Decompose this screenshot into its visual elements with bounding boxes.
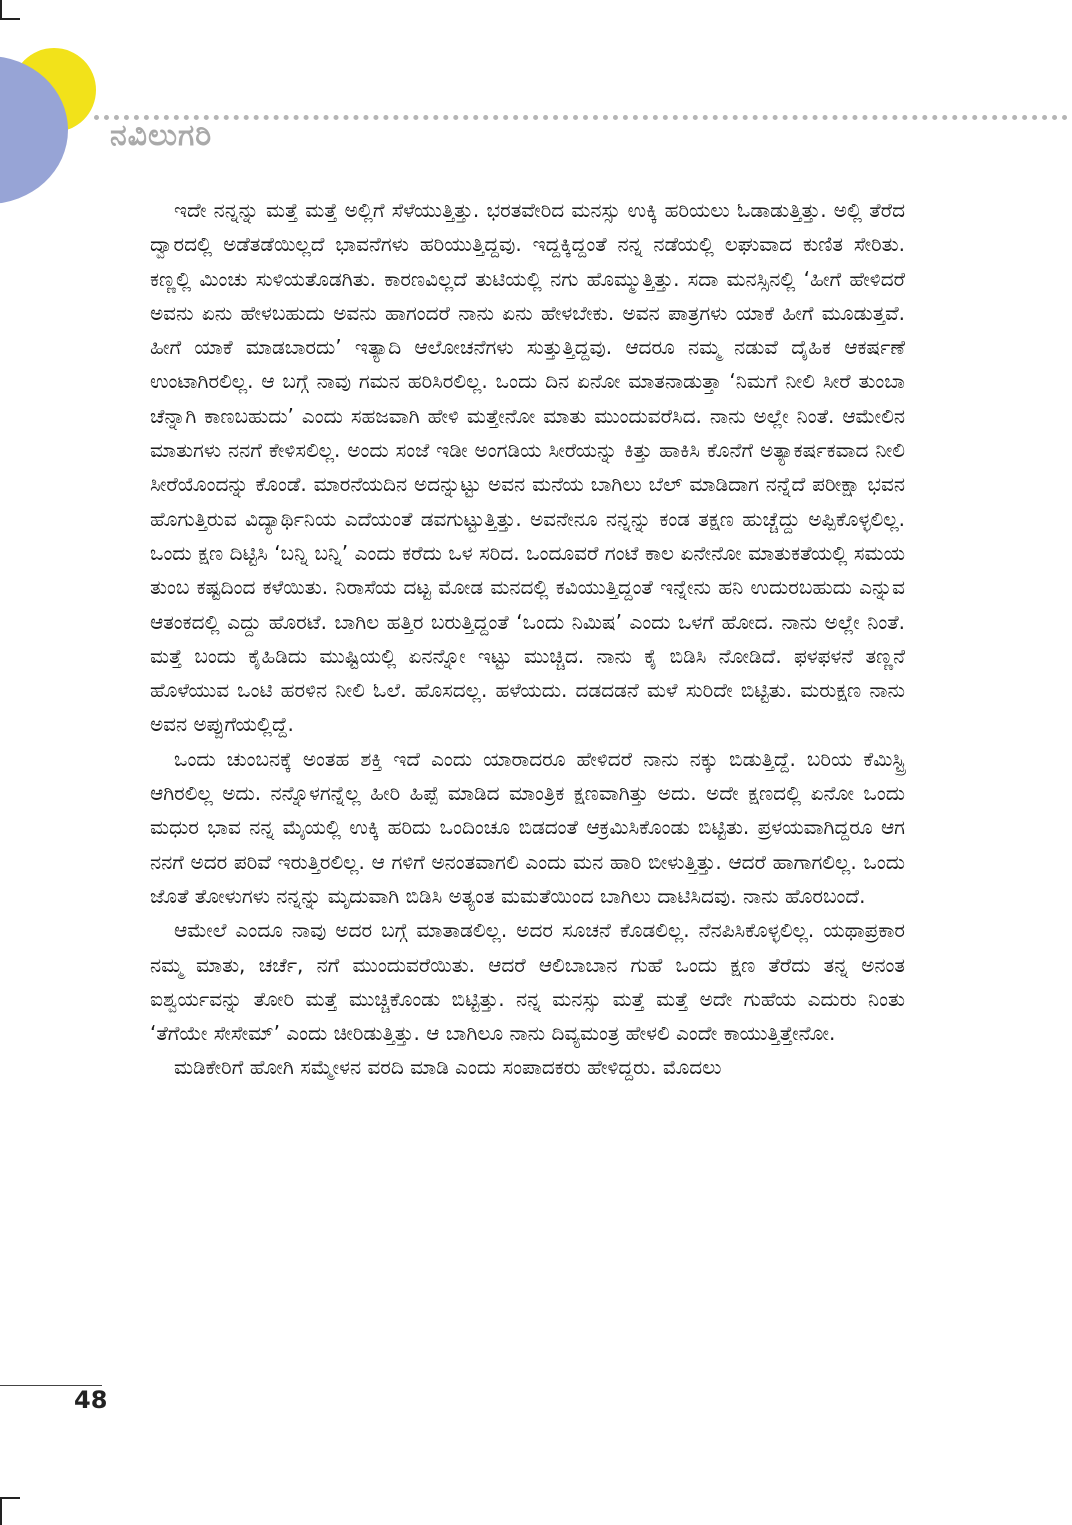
header-dotted-rule — [94, 115, 1068, 120]
article-paragraph: ಒಂದು ಚುಂಬನಕ್ಕೆ ಅಂತಹ ಶಕ್ತಿ ಇದೆ ಎಂದು ಯಾರಾದರೂ ಹೇಳಿದರೆ ನಾನು ನಕ್ಕು ಬಿಡುತ್ತಿದ್ದೆ. ಬರಿಯ ಕೆಮಿಸ್ಟ್ರಿ ಆಗಿರಲಿಲ್ಲ ಅದು. ನನ್ನೊಳಗನ್ನೆಲ್ಲ ಹೀರಿ ಹಿಪ್ಪೆ ಮಾಡಿದ ಮಾಂತ್ರಿಕ ಕ್ಷಣವಾಗಿತ್ತು ಅದು. ಅದೇ ಕ್ಷಣದಲ್ಲಿ ಏನೋ ಒಂದು ಮಧುರ ಭಾವ ನನ್ನ ಮೈಯಲ್ಲಿ ಉಕ್ಕಿ ಹರಿದು ಒಂದಿಂಚೂ ಬಿಡದಂತೆ ಆಕ್ರಮಿಸಿಕೊಂಡು ಬಿಟ್ಟಿತು. ಪ್ರಳಯವಾಗಿದ್ದರೂ ಆಗ ನನಗೆ ಅದರ ಪರಿವೆ ಇರುತ್ತಿರಲಿಲ್ಲ. ಆ ಗಳಿಗೆ ಅನಂತವಾಗಲಿ ಎಂದು ಮನ ಹಾರಿ ಬೀಳುತ್ತಿತ್ತು. ಆದರೆ ಹಾಗಾಗಲಿಲ್ಲ. ಒಂದು ಜೊತೆ ತೋಳುಗಳು ನನ್ನನ್ನು ಮೃದುವಾಗಿ ಬಿಡಿಸಿ ಅತ್ಯಂತ ಮಮತೆಯಿಂದ ಬಾಗಿಲು ದಾಟಿಸಿದವು. ನಾನು ಹೊರಬಂದೆ. — [150, 746, 905, 908]
crop-mark-top-left-horizontal — [0, 18, 20, 20]
article-paragraph: ಇದೇ ನನ್ನನ್ನು ಮತ್ತೆ ಮತ್ತೆ ಅಲ್ಲಿಗೆ ಸೆಳೆಯುತ್ತಿತ್ತು. ಭರತವೇರಿದ ಮನಸ್ಸು ಉಕ್ಕಿ ಹರಿಯಲು ಓಡಾಡುತ್ತಿತ್ತು. ಅಲ್ಲಿ ತೆರೆದ ದ್ವಾರದಲ್ಲಿ ಅಡೆತಡೆಯಿಲ್ಲದೆ ಭಾವನೆಗಳು ಹರಿಯುತ್ತಿದ್ದವು. ಇದ್ದಕ್ಕಿದ್ದಂತೆ ನನ್ನ ನಡೆಯಲ್ಲಿ ಲಘುವಾದ ಕುಣಿತ ಸೇರಿತು. ಕಣ್ಣಲ್ಲಿ ಮಿಂಚು ಸುಳಿಯತೊಡಗಿತು. ಕಾರಣವಿಲ್ಲದೆ ತುಟಿಯಲ್ಲಿ ನಗು ಹೊಮ್ಮುತ್ತಿತ್ತು. ಸದಾ ಮನಸ್ಸಿನಲ್ಲಿ ‘ಹೀಗೆ ಹೇಳಿದರೆ ಅವನು ಏನು ಹೇಳಬಹುದು ಅವನು ಹಾಗಂದರೆ ನಾನು ಏನು ಹೇಳಬೇಕು. ಅವನ ಪಾತ್ರಗಳು ಯಾಕೆ ಹೀಗೆ ಮೂಡುತ್ತವೆ. ಹೀಗೆ ಯಾಕೆ ಮಾಡಬಾರದು’ ಇತ್ಯಾದಿ ಆಲೋಚನೆಗಳು ಸುತ್ತುತ್ತಿದ್ದವು. ಆದರೂ ನಮ್ಮ ನಡುವೆ ದೈಹಿಕ ಆಕರ್ಷಣೆ ಉಂಟಾಗಿರಲಿಲ್ಲ. ಆ ಬಗ್ಗೆ ನಾವು ಗಮನ ಹರಿಸಿರಲಿಲ್ಲ. ಒಂದು ದಿನ ಏನೋ ಮಾತನಾಡುತ್ತಾ ‘ನಿಮಗೆ ನೀಲಿ ಸೀರೆ ತುಂಬಾ ಚೆನ್ನಾಗಿ ಕಾಣಬಹುದು’ ಎಂದು ಸಹಜವಾಗಿ ಹೇಳಿ ಮತ್ತೇನೋ ಮಾತು ಮುಂದುವರೆಸಿದ. ನಾನು ಅಲ್ಲೇ ನಿಂತೆ. ಆಮೇಲಿನ ಮಾತುಗಳು ನನಗೆ ಕೇಳಿಸಲಿಲ್ಲ. ಅಂದು ಸಂಜೆ ಇಡೀ ಅಂಗಡಿಯ ಸೀರೆಯನ್ನು ಕಿತ್ತು ಹಾಕಿಸಿ ಕೊನೆಗೆ ಅತ್ಯಾಕರ್ಷಕವಾದ ನೀಲಿ ಸೀರೆಯೊಂದನ್ನು ಕೊಂಡೆ. ಮಾರನೆಯದಿನ ಅದನ್ನುಟ್ಟು ಅವನ ಮನೆಯ ಬಾಗಿಲು ಬೆಲ್ ಮಾಡಿದಾಗ ನನ್ನೆದೆ ಪರೀಕ್ಷಾ ಭವನ ಹೊಗುತ್ತಿರುವ ವಿದ್ಯಾರ್ಥಿನಿಯ ಎದೆಯಂತೆ ಡವಗುಟ್ಟುತ್ತಿತ್ತು. ಅವನೇನೂ ನನ್ನನ್ನು ಕಂಡ ತಕ್ಷಣ ಹುಚ್ಚೆದ್ದು ಅಪ್ಪಿಕೊಳ್ಳಲಿಲ್ಲ. ಒಂದು ಕ್ಷಣ ದಿಟ್ಟಿಸಿ ‘ಬನ್ನಿ ಬನ್ನಿ’ ಎಂದು ಕರೆದು ಒಳ ಸರಿದ. ಒಂದೂವರೆ ಗಂಟೆ ಕಾಲ ಏನೇನೋ ಮಾತುಕತೆಯಲ್ಲಿ ಸಮಯ ತುಂಬ ಕಷ್ಟದಿಂದ ಕಳೆಯಿತು. ನಿರಾಸೆಯ ದಟ್ಟ ಮೋಡ ಮನದಲ್ಲಿ ಕವಿಯುತ್ತಿದ್ದಂತೆ ಇನ್ನೇನು ಹನಿ ಉದುರಬಹುದು ಎನ್ನುವ ಆತಂಕದಲ್ಲಿ ಎದ್ದು ಹೊರಟೆ. ಬಾಗಿಲ ಹತ್ತಿರ ಬರುತ್ತಿದ್ದಂತೆ ‘ಒಂದು ನಿಮಿಷ’ ಎಂದು ಒಳಗೆ ಹೋದ. ನಾನು ಅಲ್ಲೇ ನಿಂತೆ. ಮತ್ತೆ ಬಂದು ಕೈಹಿಡಿದು ಮುಷ್ಟಿಯಲ್ಲಿ ಏನನ್ನೋ ಇಟ್ಟು ಮುಚ್ಚಿದ. ನಾನು ಕೈ ಬಿಡಿಸಿ ನೋಡಿದೆ. ಫಳಫಳನೆ ತಣ್ಣನೆ ಹೊಳೆಯುವ ಒಂಟಿ ಹರಳಿನ ನೀಲಿ ಓಲೆ. ಹೊಸದಲ್ಲ. ಹಳೆಯದು. ದಡದಡನೆ ಮಳೆ ಸುರಿದೇ ಬಿಟ್ಟಿತು. ಮರುಕ್ಷಣ ನಾನು ಅವನ ಅಪ್ಪುಗೆಯಲ್ಲಿದ್ದೆ. — [150, 198, 905, 737]
article-paragraph: ಆಮೇಲೆ ಎಂದೂ ನಾವು ಅದರ ಬಗ್ಗೆ ಮಾತಾಡಲಿಲ್ಲ. ಅದರ ಸೂಚನೆ ಕೊಡಲಿಲ್ಲ. ನೆನಪಿಸಿಕೊಳ್ಳಲಿಲ್ಲ. ಯಥಾಪ್ರಕಾರ ನಮ್ಮ ಮಾತು, ಚರ್ಚೆ, ನಗೆ ಮುಂದುವರೆಯಿತು. ಆದರೆ ಆಲಿಬಾಬಾನ ಗುಹೆ ಒಂದು ಕ್ಷಣ ತೆರೆದು ತನ್ನ ಅನಂತ ಐಶ್ವರ್ಯವನ್ನು ತೋರಿ ಮತ್ತೆ ಮುಚ್ಚಿಕೊಂಡು ಬಿಟ್ಟಿತ್ತು. ನನ್ನ ಮನಸ್ಸು ಮತ್ತೆ ಮತ್ತೆ ಅದೇ ಗುಹೆಯ ಎದುರು ನಿಂತು ‘ತೆಗೆಯೇ ಸೇಸೇಮ್’ ಎಂದು ಚೀರಿಡುತ್ತಿತ್ತು. ಆ ಬಾಗಿಲೂ ನಾನು ದಿವ್ಯಮಂತ್ರ ಹೇಳಲಿ ಎಂದೇ ಕಾಯುತ್ತಿತ್ತೇನೋ. — [150, 918, 905, 1046]
section-title: ನವಿಲುಗರಿ — [110, 118, 213, 153]
page-number: 48 — [74, 1386, 108, 1414]
article-paragraph: ಮಡಿಕೇರಿಗೆ ಹೋಗಿ ಸಮ್ಮೇಳನ ವರದಿ ಮಾಡಿ ಎಂದು ಸಂಪಾದಕರು ಹೇಳಿದ್ದರು. ಮೊದಲು — [174, 1055, 722, 1080]
crop-mark-top-left-vertical — [0, 0, 2, 20]
crop-mark-bottom-left-horizontal — [0, 1497, 20, 1499]
crop-mark-bottom-left-vertical — [0, 1497, 2, 1525]
article-body — [150, 193, 905, 1085]
